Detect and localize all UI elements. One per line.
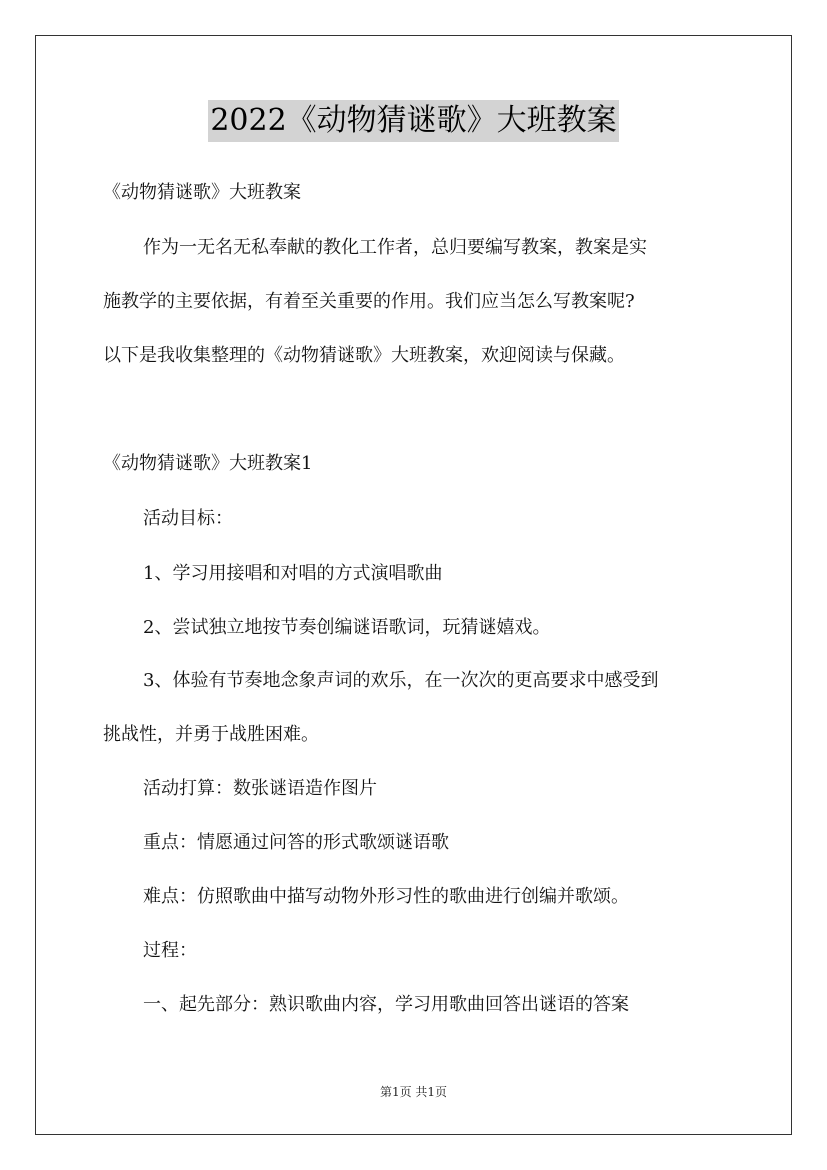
paragraph-line: 重点：情愿通过问答的形式歌颂谜语歌 (143, 832, 449, 853)
paragraph-line: 3、体验有节奏地念象声词的欢乐，在一次次的更高要求中感受到 (143, 670, 659, 691)
section-heading: 《动物猜谜歌》大班教案1 (103, 453, 313, 474)
title-container (0, 100, 827, 142)
intro-heading: 《动物猜谜歌》大班教案 (103, 182, 301, 203)
paragraph-line: 2、尝试独立地按节奏创编谜语歌词，玩猜谜嬉戏。 (143, 617, 551, 638)
paragraph-line: 活动打算：数张谜语造作图片 (143, 778, 377, 799)
paragraph-line: 活动目标： (143, 508, 233, 529)
paragraph-line: 施教学的主要依据，有着至关重要的作用。我们应当怎么写教案呢? (103, 291, 635, 312)
paragraph-line: 难点：仿照歌曲中描写动物外形习性的歌曲进行创编并歌颂。 (143, 886, 629, 907)
paragraph-line: 以下是我收集整理的《动物猜谜歌》大班教案，欢迎阅读与保藏。 (103, 345, 625, 366)
paragraph-line: 1、学习用接唱和对唱的方式演唱歌曲 (143, 563, 443, 584)
paragraph-line: 作为一无名无私奉献的教化工作者，总归要编写教案，教案是实 (143, 237, 647, 258)
paragraph-line: 过程： (143, 940, 197, 961)
paragraph-line: 一、起先部分：熟识歌曲内容，学习用歌曲回答出谜语的答案 (143, 994, 629, 1015)
page-footer: 第1页 共1页 (379, 1085, 448, 1099)
paragraph-line: 挑战性，并勇于战胜困难。 (103, 724, 319, 745)
document-title: 2022《动物猜谜歌》大班教案 (208, 100, 618, 142)
